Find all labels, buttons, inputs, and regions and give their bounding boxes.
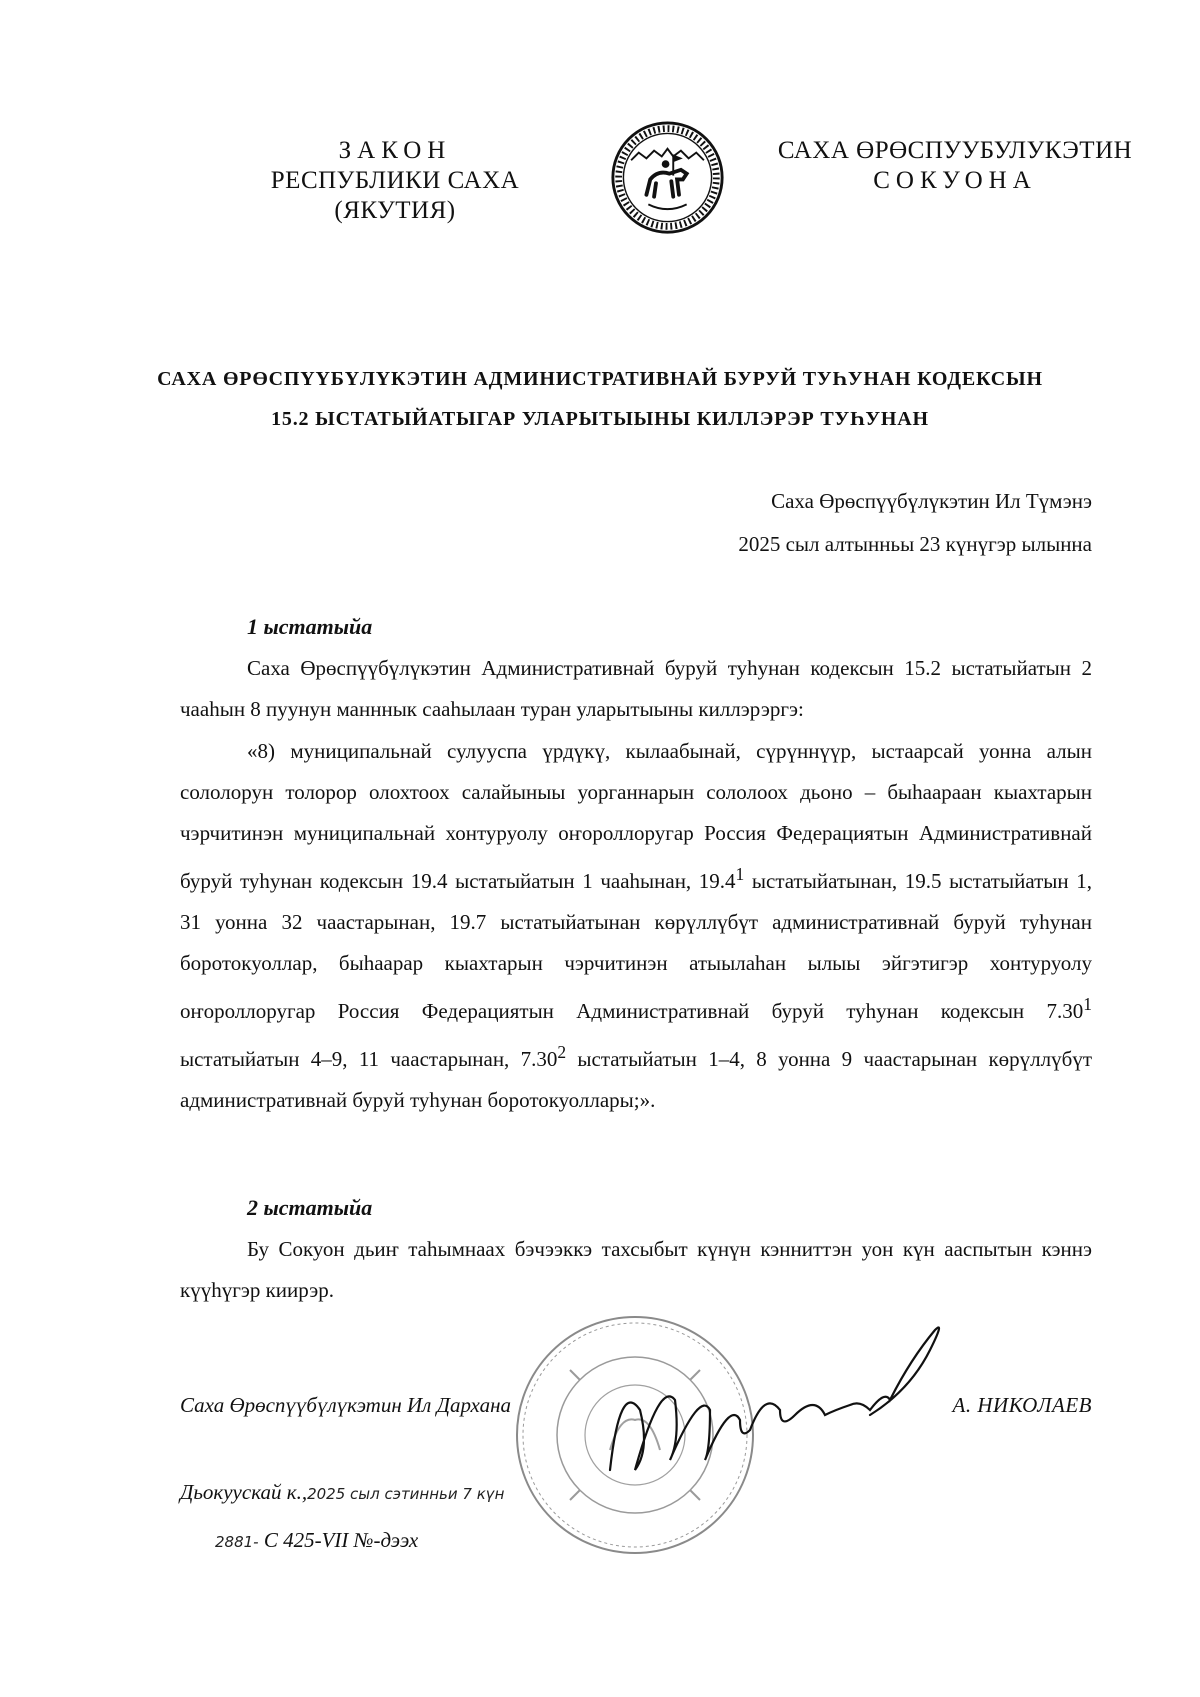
- signatory-name: А. НИКОЛАЕВ: [952, 1393, 1092, 1417]
- article-1-intro: Саха Өрөспүүбүлүкэтин Административнай буруй туһунан кодексын 15.2 ыстатыйатын 2 чааһын 8 пуунун манннык сааһылаан туран уларытыыны киллэрэргэ:: [180, 656, 1092, 721]
- adopting-body: Саха Өрөспүүбүлүкэтин Ил Түмэнэ: [771, 489, 1092, 513]
- law-number-printed: С 425-VII №-дээх: [263, 1528, 419, 1552]
- amendment-part-1: «8) муниципальнай сулууспа үрдүкү, кылаабынай, сүрүннүүр, ыстаарсай уонна алын сололорун толорор олохтоох салайыныы уорганнарын сололоох дьоно – быһаараан кыахтарын чэрчитинэн муниципальнай хонтуруолу оҥороллоругар Россия Федерациятын Административнай буруй туһунан кодексын 19.4 ыстатыйатын 1 чааһынан, 19.4: [180, 739, 1092, 893]
- header-right-yakut: [770, 136, 1140, 196]
- handwritten-signature: [590, 1320, 960, 1500]
- header-left-line1: ЗАКОН: [338, 137, 452, 164]
- article-2-heading: 2 ыстатыйа: [247, 1195, 373, 1220]
- article-1-amendment-text: [180, 731, 1092, 1121]
- handwritten-number: 2881-: [215, 1533, 259, 1551]
- article-2-text: Бу Сокуон дьиҥ таһымнаах бэчээккэ тахсыбыт күнүн кэнниттэн уон күн ааспытын кэннэ күүһүгэр киирэр.: [180, 1237, 1092, 1302]
- handwritten-date: 2025 сыл сэтинньи 7 күн: [307, 1485, 505, 1503]
- place-name: Дьокуускай к.,: [180, 1480, 308, 1504]
- amendment-part-3: ыстатыйатын 4–9, 11 чаастарынан, 7.30: [180, 1047, 558, 1071]
- place-and-date: [180, 1480, 504, 1505]
- header-left-russian: [210, 136, 580, 226]
- amendment-part-4: ыстатыйатын 1–4, 8 уонна 9 чаастарынан көрүллүбүт административнай буруй туһунан боротокуоллары;».: [180, 1047, 1093, 1112]
- amendment-part-2: ыстатыйатынан, 19.5 ыстатыйатын 1, 31 уонна 32 чаастарынан, 19.7 ыстатыйатынан көрүллүбүт административнай буруй туһунан боротокуоллар, быһаарар кыахтарын чэрчитинэн атыылаһан ылыы эйгэтигэр хонтуруолу оҥороллоругар Россия Федерациятын Административнай буруй туһунан кодексын 7.30: [180, 869, 1092, 1023]
- superscript-2: 1: [1083, 994, 1092, 1014]
- header-right-line2: СОКУОНА: [873, 167, 1037, 194]
- signatory-position: Саха Өрөспүүбүлүкэтин Ил Дархана: [180, 1393, 511, 1417]
- document-title-line1: САХА ӨРӨСПҮҮБҮЛҮКЭТИН АДМИНИСТРАТИВНАЙ БУРУЙ ТУҺУНАН КОДЕКСЫН: [157, 368, 1043, 390]
- document-title-line2: 15.2 ЫСТАТЫЙАТЫГАР УЛАРЫТЫЫНЫ КИЛЛЭРЭР ТУҺУНАН: [271, 408, 929, 430]
- law-number: [215, 1528, 418, 1553]
- adoption-date: 2025 сыл алтынньы 23 күнүгэр ылынна: [738, 532, 1092, 556]
- superscript-1: 1: [735, 864, 745, 884]
- header-left-line2: РЕСПУБЛИКИ САХА (ЯКУТИЯ): [270, 167, 520, 224]
- article-1-heading: 1 ыстатыйа: [247, 614, 373, 639]
- superscript-3: 2: [557, 1042, 567, 1062]
- coat-of-arms-emblem: [610, 120, 725, 235]
- header-right-line1: САХА ӨРӨСПУУБУЛУКЭТИН: [777, 137, 1133, 164]
